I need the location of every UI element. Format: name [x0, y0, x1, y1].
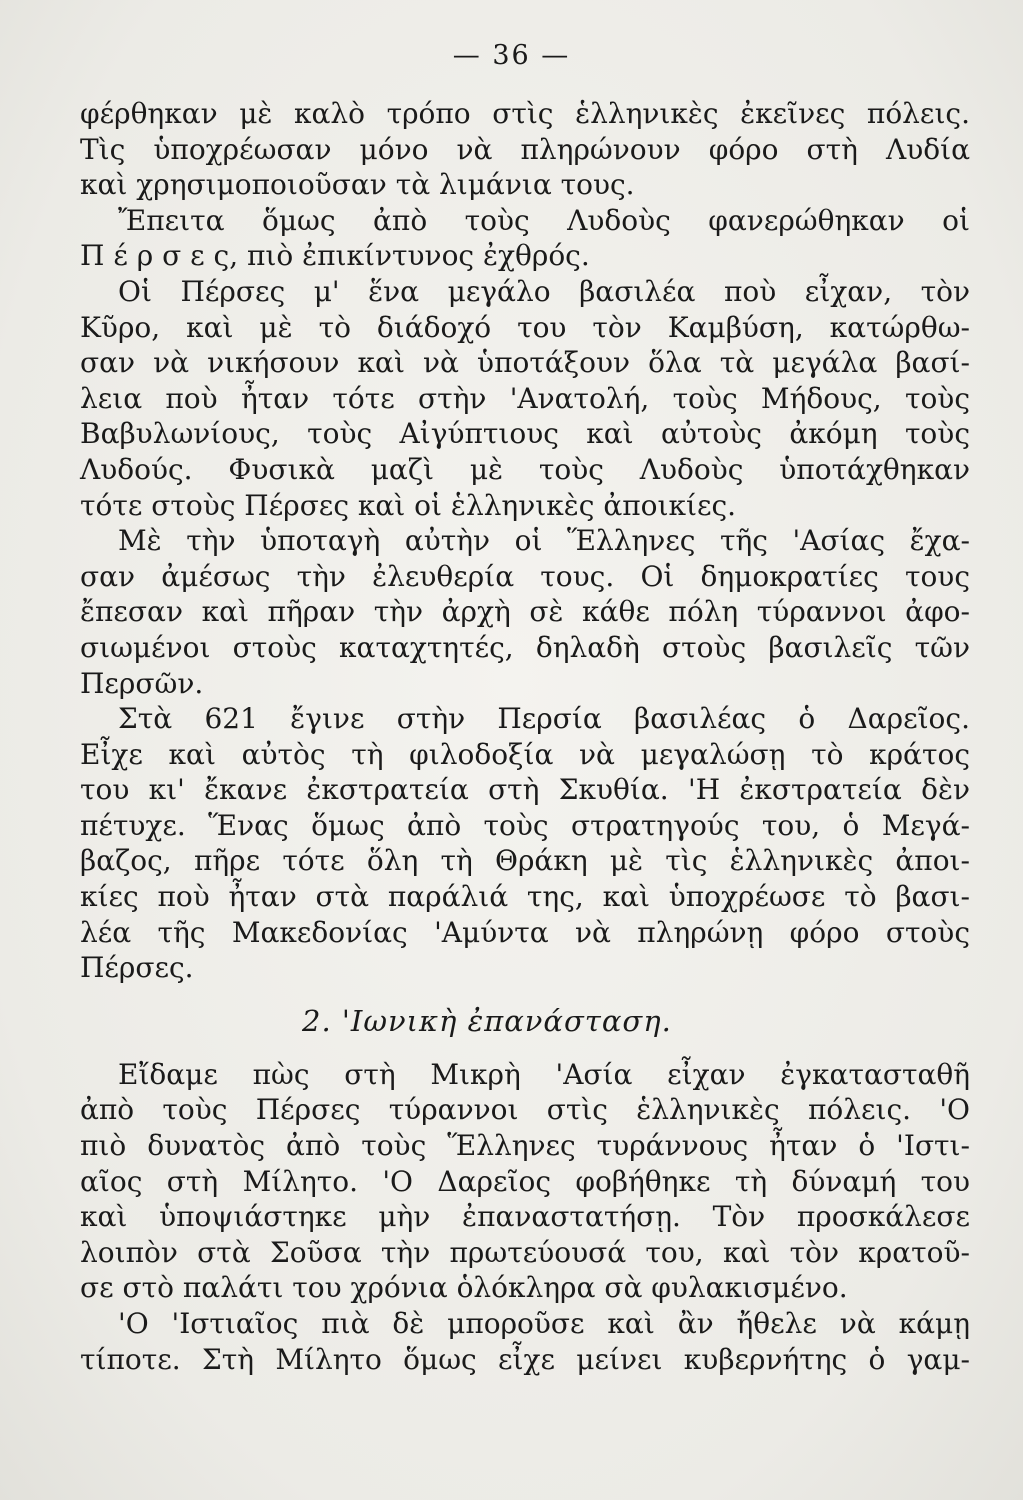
text-line: πιὸ δυνατὸς ἀπὸ τοὺς Ἕλληνες τυράννους ἦταν ὁ 'Ιστι- — [80, 1129, 970, 1163]
text-line: βαζος, πῆρε τότε ὅλη τὴ Θράκη μὲ τὶς ἑλληνικὲς ἀποι- — [80, 844, 970, 878]
text-line: Πέρσες. — [80, 951, 194, 985]
text-line: πέτυχε. Ἕνας ὅμως ἀπὸ τοὺς στρατηγούς του, ὁ Μεγά- — [80, 808, 970, 842]
text-line: Οἱ Πέρσες μ' ἕνα μεγάλο βασιλέα ποὺ εἶχαν, τὸν — [118, 274, 970, 308]
text-line: σαν ἀμέσως τὴν ἐλευθερία τους. Οἱ δημοκρατίες τους — [80, 559, 970, 593]
text-line: ἔπεσαν καὶ πῆραν τὴν ἀρχὴ σὲ κάθε πόλη τύραννοι ἀφο- — [80, 595, 970, 629]
text-line: του κι' ἔκανε ἐκστρατεία στὴ Σκυθία. 'Η ἐκστρατεία δὲν — [80, 773, 970, 807]
text-line: σιωμένοι στοὺς καταχτητές, δηλαδὴ στοὺς βασιλεῖς τῶν — [80, 630, 970, 664]
body-text — [80, 96, 970, 1377]
text-line: τίποτε. Στὴ Μίλητο ὅμως εἶχε μείνει κυβερνήτης ὁ γαμ- — [80, 1342, 970, 1376]
text-line: 'Ο 'Ιστιαῖος πιὰ δὲ μποροῦσε καὶ ἂν ἤθελε νὰ κάμῃ — [118, 1307, 970, 1340]
text-line: φέρθηκαν μὲ καλὸ τρόπο στὶς ἑλληνικὲς ἐκεῖνες πόλεις. — [80, 97, 970, 130]
text-line: Μὲ τὴν ὑποταγὴ αὐτὴν οἱ Ἕλληνες τῆς 'Ασίας ἔχα- — [118, 524, 970, 558]
section-heading: 2. 'Ιωνικὴ ἐπανάσταση. — [302, 1003, 672, 1038]
text-line: αῖος στὴ Μίλητο. 'Ο Δαρεῖος φοβήθηκε τὴ δύναμή του — [80, 1164, 970, 1198]
text-line: ἀπὸ τοὺς Πέρσες τύραννοι στὶς ἑλληνικὲς πόλεις. 'Ο — [80, 1093, 970, 1127]
text-line: λεια ποὺ ἦταν τότε στὴν 'Ανατολή, τοὺς Μήδους, τοὺς — [80, 381, 970, 415]
text-line: λέα τῆς Μακεδονίας 'Αμύντα νὰ πληρώνῃ φόρο στοὺς — [80, 915, 970, 949]
text-line: Π έ ρ σ ε ς, πιὸ ἐπικίντυνος ἐχθρός. — [80, 239, 590, 273]
text-line: Περσῶν. — [80, 666, 204, 700]
text-line: Εἴδαμε πὼς στὴ Μικρὴ 'Ασία εἶχαν ἐγκατασταθῆ — [118, 1057, 970, 1091]
text-line: κίες ποὺ ἦταν στὰ παράλιά της, καὶ ὑποχρέωσε τὸ βασι- — [80, 880, 970, 914]
text-line: Βαβυλωνίους, τοὺς Αἰγύπτιους καὶ αὐτοὺς ἀκόμη τοὺς — [80, 417, 970, 451]
text-line: σε στὸ παλάτι του χρόνια ὁλόκληρα σὰ φυλακισμένο. — [80, 1271, 848, 1305]
page-number: — 36 — — [452, 40, 571, 71]
text-line: Τὶς ὑποχρέωσαν μόνο νὰ πληρώνουν φόρο στὴ Λυδία — [80, 132, 970, 166]
text-line: τότε στοὺς Πέρσες καὶ οἱ ἑλληνικὲς ἀποικίες. — [80, 488, 737, 522]
text-line: λοιπὸν στὰ Σοῦσα τὴν πρωτεύουσά του, καὶ τὸν κρατοῦ- — [80, 1235, 970, 1269]
text-line: Ἔπειτα ὅμως ἀπὸ τοὺς Λυδοὺς φανερώθηκαν οἱ — [118, 203, 970, 237]
text-line: καὶ ὑποψιάστηκε μὴν ἐπαναστατήσῃ. Τὸν προσκάλεσε — [80, 1200, 970, 1234]
text-line: Κῦρο, καὶ μὲ τὸ διάδοχό του τὸν Καμβύση, κατώρθω- — [80, 310, 970, 344]
text-line: Εἶχε καὶ αὐτὸς τὴ φιλοδοξία νὰ μεγαλώσῃ τὸ κράτος — [80, 737, 970, 771]
text-line: σαν νὰ νικήσουν καὶ νὰ ὑποτάξουν ὅλα τὰ μεγάλα βασί- — [80, 346, 970, 380]
text-line: καὶ χρησιμοποιοῦσαν τὰ λιμάνια τους. — [80, 168, 635, 202]
text-line: Στὰ 621 ἔγινε στὴν Περσία βασιλέας ὁ Δαρεῖος. — [118, 702, 970, 736]
text-line: Λυδούς. Φυσικὰ μαζὶ μὲ τοὺς Λυδοὺς ὑποτάχθηκαν — [80, 452, 970, 486]
